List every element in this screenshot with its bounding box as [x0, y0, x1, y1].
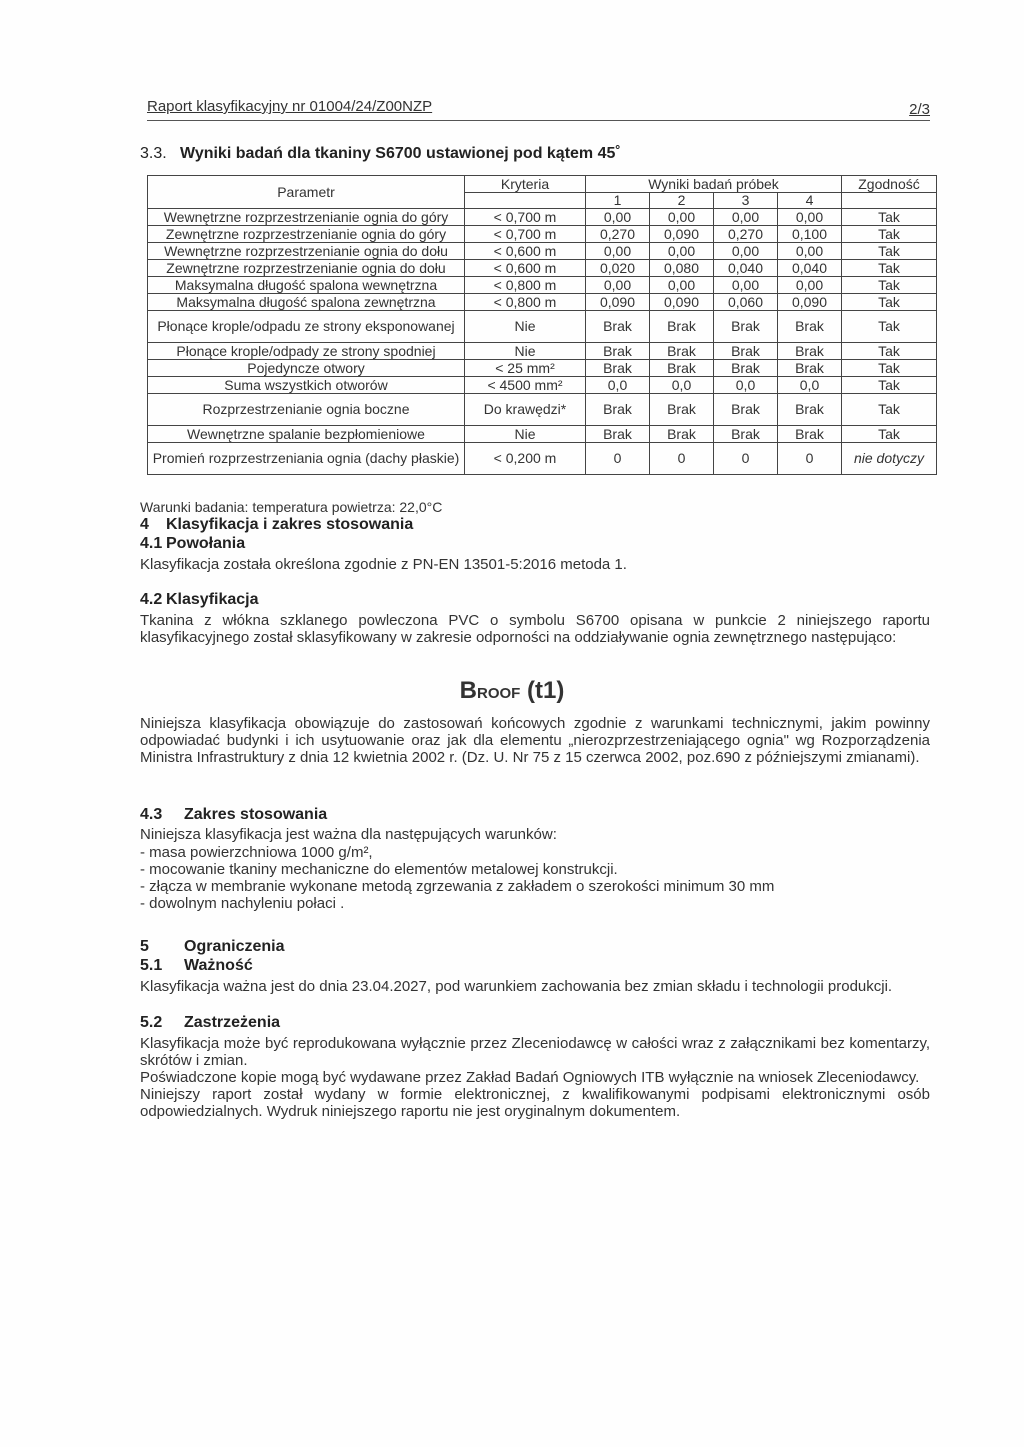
sample-value-cell: 0,0: [650, 377, 714, 394]
compliance-cell: Tak: [842, 260, 937, 277]
table-row: [148, 343, 937, 360]
compliance-cell: Tak: [842, 394, 937, 426]
param-cell: Suma wszystkich otworów: [148, 377, 465, 394]
criteria-cell: < 0,800 m: [465, 294, 586, 311]
compliance-cell: Tak: [842, 226, 937, 243]
section-5-2-body: [140, 1035, 930, 1120]
condition-item: - dowolnym nachyleniu połaci .: [140, 895, 345, 912]
condition-item: - mocowanie tkaniny mechaniczne do elementów metalowej konstrukcji.: [140, 861, 618, 878]
condition-item: - masa powierzchniowa 1000 g/m²,: [140, 844, 373, 861]
sample-value-cell: 0,270: [586, 226, 650, 243]
sample-value-cell: 0,0: [714, 377, 778, 394]
page-number: 2/3: [909, 101, 930, 118]
header-criteria-blank: [465, 193, 586, 209]
section-4-3-intro: Niniejsza klasyfikacja jest ważna dla następujących warunków:: [140, 826, 557, 843]
report-title: Raport klasyfikacyjny nr 01004/24/Z00NZP: [147, 98, 433, 115]
criteria-cell: Nie: [465, 343, 586, 360]
sample-value-cell: 0,0: [778, 377, 842, 394]
compliance-cell: Tak: [842, 360, 937, 377]
table-row: [148, 294, 937, 311]
criteria-cell: < 0,200 m: [465, 443, 586, 475]
section-5-heading: 5 Ograniczenia: [140, 938, 285, 955]
sample-value-cell: Brak: [714, 426, 778, 443]
sample-value-cell: 0,090: [650, 294, 714, 311]
sample-value-cell: Brak: [714, 394, 778, 426]
sample-value-cell: Brak: [650, 426, 714, 443]
criteria-cell: < 0,700 m: [465, 226, 586, 243]
sample-value-cell: 0,00: [778, 277, 842, 294]
sample-value-cell: 0,040: [778, 260, 842, 277]
header-sample-1: 1: [586, 193, 650, 209]
section-4-2-validity-text: Niniejsza klasyfikacja obowiązuje do zastosowań końcowych zgodnie z warunkami technicznymi, jakim powinny odpowiadać budynki i ich usytuowanie oraz jak dla elementu „nierozprzestrzeniającego ognia" wg Rozporządzenia Ministra Infrastruktury z dnia 12 kwietnia 2002 r. (Dz. U. Nr 75 z 15 czerwca 2002, poz.690 z późniejszymi zmianami).: [140, 715, 930, 766]
header-criteria: Kryteria: [465, 176, 586, 193]
criteria-cell: < 4500 mm²: [465, 377, 586, 394]
criteria-cell: < 0,800 m: [465, 277, 586, 294]
reservation-paragraph: Klasyfikacja może być reprodukowana wyłącznie przez Zleceniodawcę w całości wraz z załącznikami bez komentarzy, skrótów i zmian.: [140, 1035, 930, 1069]
sample-value-cell: Brak: [650, 311, 714, 343]
param-cell: Wewnętrzne spalanie bezpłomieniowe: [148, 426, 465, 443]
param-cell: Zewnętrzne rozprzestrzenianie ognia do góry: [148, 226, 465, 243]
table-row: [148, 209, 937, 226]
sample-value-cell: Brak: [586, 343, 650, 360]
test-conditions: Warunki badania: temperatura powietrza: 22,0°C: [140, 499, 443, 515]
compliance-cell: Tak: [842, 377, 937, 394]
table-row: [148, 394, 937, 426]
criteria-cell: < 0,700 m: [465, 209, 586, 226]
sample-value-cell: 0: [650, 443, 714, 475]
table-row: [148, 360, 937, 377]
param-cell: Wewnętrzne rozprzestrzenianie ognia do dołu: [148, 243, 465, 260]
header-param: Parametr: [148, 176, 465, 209]
sample-value-cell: Brak: [586, 360, 650, 377]
section-4-1-heading: 4.1 Powołania: [140, 535, 246, 552]
sample-value-cell: 0,040: [714, 260, 778, 277]
sample-value-cell: 0,060: [714, 294, 778, 311]
page-header: [147, 98, 930, 121]
section-4-3-heading: 4.3 Zakres stosowania: [140, 806, 328, 823]
sample-value-cell: Brak: [586, 311, 650, 343]
compliance-cell: Tak: [842, 426, 937, 443]
sample-value-cell: 0,00: [586, 209, 650, 226]
param-cell: Płonące krople/odpady ze strony spodniej: [148, 343, 465, 360]
param-cell: Promień rozprzestrzeniania ognia (dachy płaskie): [148, 443, 465, 475]
condition-item: - złącza w membranie wykonane metodą zgrzewania z zakładem o szerokości minimum 30 mm: [140, 878, 775, 895]
sample-value-cell: Brak: [778, 360, 842, 377]
param-cell: Maksymalna długość spalona wewnętrzna: [148, 277, 465, 294]
section-4-3-list: [140, 844, 774, 912]
sample-value-cell: 0,080: [650, 260, 714, 277]
compliance-cell: Tak: [842, 294, 937, 311]
compliance-cell: Tak: [842, 277, 937, 294]
sample-value-cell: 0,00: [586, 243, 650, 260]
sample-value-cell: Brak: [586, 394, 650, 426]
sample-value-cell: 0,00: [586, 277, 650, 294]
sample-value-cell: 0,00: [650, 277, 714, 294]
header-compliance: Zgodność: [842, 176, 937, 193]
sample-value-cell: Brak: [778, 311, 842, 343]
header-compliance-blank: [842, 193, 937, 209]
criteria-cell: < 0,600 m: [465, 260, 586, 277]
header-sample-2: 2: [650, 193, 714, 209]
sample-value-cell: 0,00: [778, 209, 842, 226]
section-4-2-heading: 4.2 Klasyfikacja: [140, 591, 259, 608]
table-row: [148, 426, 937, 443]
sample-value-cell: Brak: [778, 343, 842, 360]
sample-value-cell: Brak: [650, 360, 714, 377]
criteria-cell: < 0,600 m: [465, 243, 586, 260]
param-cell: Rozprzestrzenianie ognia boczne: [148, 394, 465, 426]
sample-value-cell: Brak: [778, 426, 842, 443]
sample-value-cell: 0,020: [586, 260, 650, 277]
criteria-cell: Nie: [465, 311, 586, 343]
table-row: [148, 377, 937, 394]
compliance-cell: Tak: [842, 311, 937, 343]
sample-value-cell: Brak: [714, 360, 778, 377]
compliance-cell: Tak: [842, 243, 937, 260]
section-4-2-text: Tkanina z włókna szklanego powleczona PVC o symbolu S6700 opisana w punkcie 2 niniejszego raportu klasyfikacyjnego został sklasyfikowany w zakresie odporności na oddziaływanie ognia zewnętrznego następująco:: [140, 612, 930, 646]
sample-value-cell: 0,090: [586, 294, 650, 311]
param-cell: Wewnętrzne rozprzestrzenianie ognia do góry: [148, 209, 465, 226]
results-table: [147, 175, 937, 475]
sample-value-cell: Brak: [714, 311, 778, 343]
param-cell: Zewnętrzne rozprzestrzenianie ognia do dołu: [148, 260, 465, 277]
criteria-cell: < 25 mm²: [465, 360, 586, 377]
classification-result: BROOF (t1): [459, 677, 565, 704]
sample-value-cell: 0,100: [778, 226, 842, 243]
sample-value-cell: 0,090: [778, 294, 842, 311]
compliance-cell: Tak: [842, 343, 937, 360]
table-row: [148, 260, 937, 277]
sample-value-cell: Brak: [778, 394, 842, 426]
section-4-1-text: Klasyfikacja została określona zgodnie z PN-EN 13501-5:2016 metoda 1.: [140, 556, 627, 573]
reservation-paragraph: Poświadczone kopie mogą być wydawane przez Zakład Badań Ogniowych ITB wyłącznie na wniosek Zleceniodawcy.: [140, 1069, 920, 1086]
param-cell: Płonące krople/odpadu ze strony eksponowanej: [148, 311, 465, 343]
sample-value-cell: Brak: [714, 343, 778, 360]
section-4-heading: 4 Klasyfikacja i zakres stosowania: [140, 516, 414, 533]
compliance-cell: Tak: [842, 209, 937, 226]
sample-value-cell: 0,0: [586, 377, 650, 394]
param-cell: Maksymalna długość spalona zewnętrzna: [148, 294, 465, 311]
sample-value-cell: 0: [714, 443, 778, 475]
section-5-1-text: Klasyfikacja ważna jest do dnia 23.04.2027, pod warunkiem zachowania bez zmian składu i technologii produkcji.: [140, 978, 893, 995]
sample-value-cell: 0,00: [650, 209, 714, 226]
sample-value-cell: Brak: [650, 394, 714, 426]
header-sample-3: 3: [714, 193, 778, 209]
header-sample-4: 4: [778, 193, 842, 209]
sample-value-cell: Brak: [586, 426, 650, 443]
sample-value-cell: 0,090: [650, 226, 714, 243]
criteria-cell: Do krawędzi*: [465, 394, 586, 426]
sample-value-cell: 0,00: [714, 209, 778, 226]
table-row: [148, 243, 937, 260]
table-row: [148, 443, 937, 475]
section-3-3-heading: 3.3. Wyniki badań dla tkaniny S6700 ustawionej pod kątem 45˚: [140, 145, 621, 162]
section-3-3-title: Wyniki badań dla tkaniny S6700 ustawionej pod kątem 45˚: [180, 145, 621, 162]
sample-value-cell: Brak: [650, 343, 714, 360]
sample-value-cell: 0: [778, 443, 842, 475]
compliance-cell: nie dotyczy: [842, 443, 937, 475]
table-row: [148, 277, 937, 294]
sample-value-cell: 0,270: [714, 226, 778, 243]
reservation-paragraph: Niniejszy raport został wydany w formie elektronicznej, z kwalifikowanymi podpisami elektronicznymi osób odpowiedzialnych. Wydruk niniejszego raportu nie jest oryginalnym dokumentem.: [140, 1086, 930, 1120]
section-5-1-heading: 5.1 Ważność: [140, 957, 253, 974]
param-cell: Pojedyncze otwory: [148, 360, 465, 377]
table-row: [148, 311, 937, 343]
table-row: [148, 226, 937, 243]
header-results: Wyniki badań próbek: [586, 176, 842, 193]
sample-value-cell: 0,00: [714, 277, 778, 294]
sample-value-cell: 0,00: [778, 243, 842, 260]
section-5-2-heading: 5.2 Zastrzeżenia: [140, 1014, 281, 1031]
sample-value-cell: 0,00: [650, 243, 714, 260]
sample-value-cell: 0,00: [714, 243, 778, 260]
sample-value-cell: 0: [586, 443, 650, 475]
criteria-cell: Nie: [465, 426, 586, 443]
